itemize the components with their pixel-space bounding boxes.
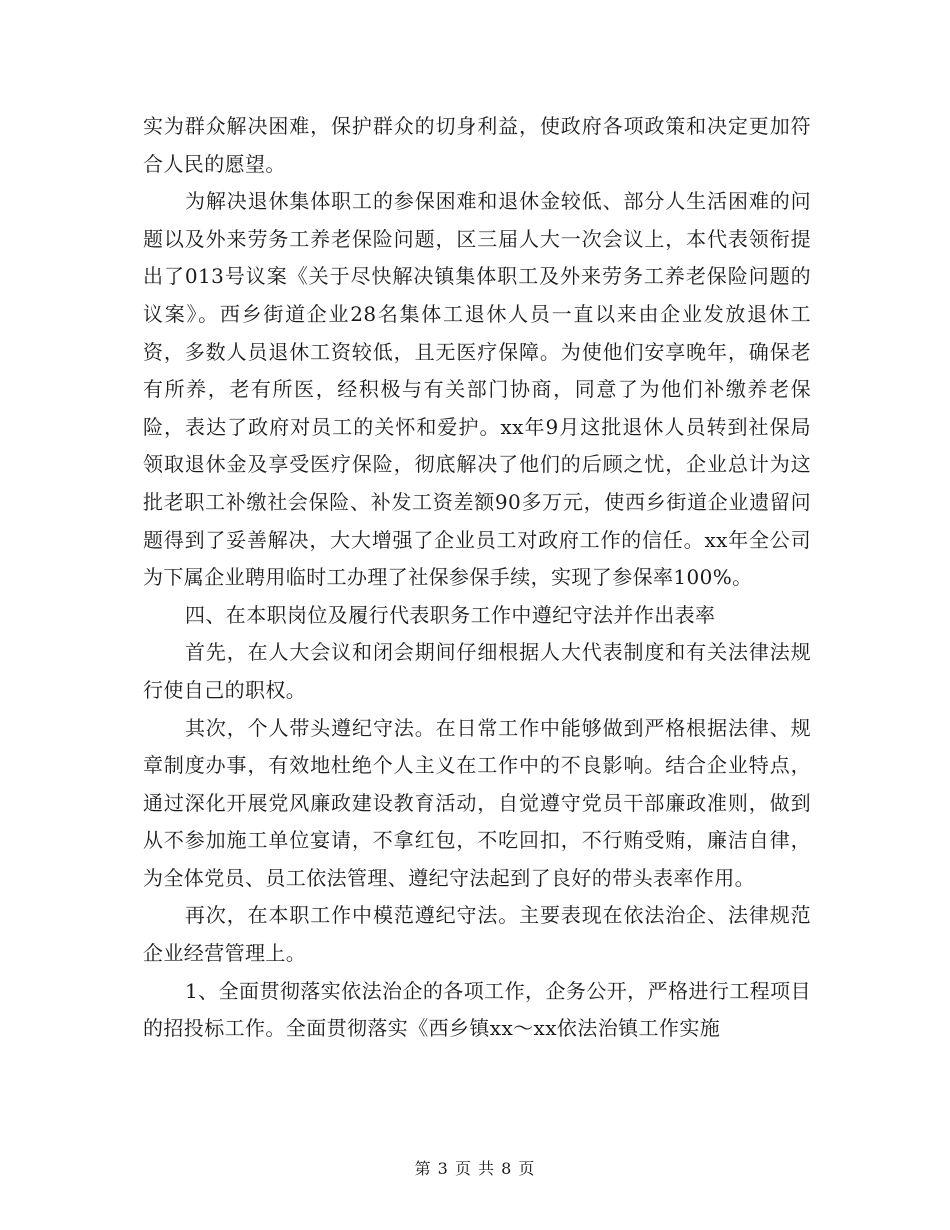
paragraph-item-one: 1、全面贯彻落实依法治企的各项工作，企务公开，严格进行工程项目的招投标工作。全面贯彻落实《西乡镇xx～xx依法治镇工作实施 — [143, 978, 811, 1041]
paragraph-third: 再次，在本职工作中模范遵纪守法。主要表现在依法治企、法律规范企业经营管理上。 — [143, 903, 811, 966]
paragraph-first: 首先，在人大会议和闭会期间仔细根据人大代表制度和有关法律法规行使自己的职权。 — [143, 640, 811, 702]
page-number: 第 3 页 共 8 页 — [414, 1159, 536, 1178]
section-heading-four: 四、在本职岗位及履行代表职务工作中遵纪守法并作出表率 — [185, 602, 716, 627]
paragraph-pension-issue: 为解决退休集体职工的参保困难和退休金较低、部分人生活困难的问题以及外来劳务工养老保险问题，区三届人大一次会议上，本代表领衔提出了013号议案《关于尽快解决镇集体职工及外来劳务工养老保险问题的议案》。西乡街道企业28名集体工退休人员一直以来由企业发放退休工资，多数人员退休工资较低，且无医疗保障。为使他们安享晚年，确保老有所养，老有所医，经积极与有关部门协商，同意了为他们补缴养老保险，表达了政府对员工的关怀和爱护。xx年9月这批退休人员转到社保局领取退休金及享受医疗保险，彻底解决了他们的后顾之忧，企业总计为这批老职工补缴社会保险、补发工资差额90多万元，使西乡街道企业遗留问题得到了妥善解决，大大增强了企业员工对政府工作的信任。xx年全公司为下属企业聘用临时工办理了社保参保手续，实现了参保率100%。 — [143, 189, 811, 590]
paragraph-continuation: 实为群众解决困难，保护群众的切身利益，使政府各项政策和决定更加符合人民的愿望。 — [143, 114, 811, 176]
document-body — [143, 108, 811, 1048]
page-footer — [0, 1156, 950, 1179]
paragraph-second: 其次，个人带头遵纪守法。在日常工作中能够做到严格根据法律、规章制度办事，有效地杜绝个人主义在工作中的不良影响。结合企业特点，通过深化开展党风廉政建设教育活动，自觉遵守党员干部廉政准则，做到从不参加施工单位宴请，不拿红包，不吃回扣，不行贿受贿，廉洁自律，为全体党员、员工依法管理、遵纪守法起到了良好的带头表率作用。 — [143, 715, 811, 890]
